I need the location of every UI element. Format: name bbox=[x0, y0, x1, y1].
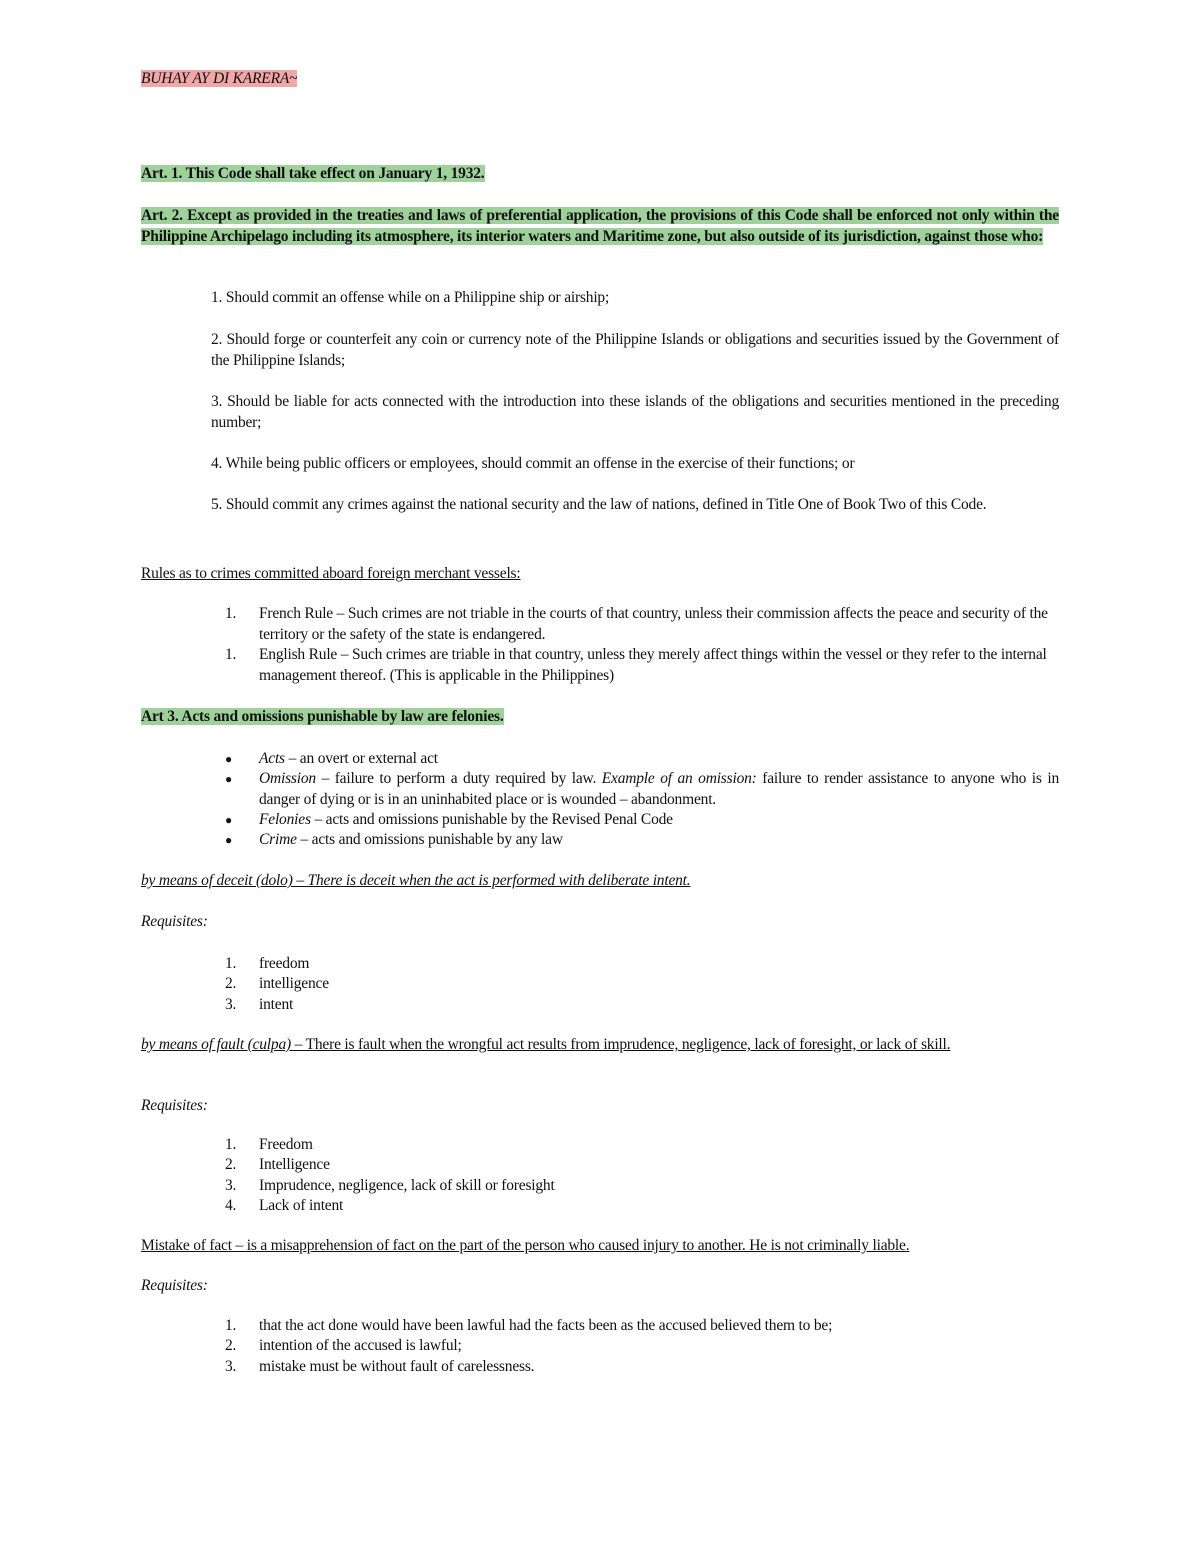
bullet-icon: ● bbox=[225, 752, 233, 766]
rules-heading: Rules as to crimes committed aboard foreign merchant vessels: bbox=[141, 565, 521, 582]
mistake-requisites-label: Requisites: bbox=[141, 1277, 208, 1294]
list-num: 3. bbox=[225, 1358, 237, 1375]
header-tag-text: BUHAY AY DI KARERA~ bbox=[141, 70, 298, 87]
culpa-heading-term: by means of fault (culpa) bbox=[141, 1036, 291, 1053]
dolo-heading: by means of deceit (dolo) – There is deceit when the act is performed with deliberate intent. bbox=[141, 872, 691, 889]
dolo-item: freedom bbox=[259, 955, 310, 972]
art2-item-2: 2. Should forge or counterfeit any coin or currency note of the Philippine Islands or obligations and securities issued by the Government of the Philippine Islands; bbox=[211, 331, 1059, 369]
dolo-item: intent bbox=[259, 996, 294, 1013]
culpa-item: Freedom bbox=[259, 1136, 313, 1153]
list-num: 1. bbox=[225, 1136, 237, 1153]
list-num: 1. bbox=[225, 955, 237, 972]
bullet-crime-rest: – acts and omissions punishable by any law bbox=[296, 831, 563, 848]
bullet-felonies bbox=[259, 810, 1059, 831]
culpa-heading bbox=[141, 1035, 1059, 1056]
list-num: 1. bbox=[225, 1317, 237, 1334]
mistake-item: intention of the accused is lawful; bbox=[259, 1337, 462, 1354]
art2-item-4: 4. While being public officers or employees, should commit an offense in the exercise of their functions; or bbox=[211, 455, 855, 472]
bullet-icon: ● bbox=[225, 772, 233, 786]
art2-item-1: 1. Should commit an offense while on a Philippine ship or airship; bbox=[211, 289, 610, 306]
dolo-requisites-label: Requisites: bbox=[141, 913, 208, 930]
culpa-heading-rest: – There is fault when the wrongful act results from imprudence, negligence, lack of foresight, or lack of skill. bbox=[290, 1036, 951, 1053]
list-num: 4. bbox=[225, 1197, 237, 1214]
bullet-omission-example: Example of an omission: bbox=[601, 770, 757, 787]
header-tag bbox=[141, 69, 297, 90]
list-num: 2. bbox=[225, 975, 237, 992]
dolo-item: intelligence bbox=[259, 975, 329, 992]
list-num: 3. bbox=[225, 1177, 237, 1194]
rules-item-1: French Rule – Such crimes are not triable in the courts of that country, unless their commission affects the peace and security of the territory or the safety of the state is endangered. bbox=[259, 605, 1048, 643]
culpa-item: Intelligence bbox=[259, 1156, 330, 1173]
bullet-icon: ● bbox=[225, 833, 233, 847]
art1-heading bbox=[141, 164, 485, 185]
list-num: 2. bbox=[225, 1337, 237, 1354]
mistake-item: that the act done would have been lawful had the facts been as the accused believed them to be; bbox=[259, 1317, 833, 1334]
mistake-item: mistake must be without fault of carelessness. bbox=[259, 1358, 535, 1375]
bullet-felonies-rest: – acts and omissions punishable by the Revised Penal Code bbox=[310, 811, 673, 828]
bullet-crime bbox=[259, 830, 1059, 851]
bullet-icon: ● bbox=[225, 813, 233, 827]
bullet-crime-term: Crime bbox=[259, 831, 297, 848]
art2-item-3: 3. Should be liable for acts connected with the introduction into these islands of the obligations and securities mentioned in the preceding number; bbox=[211, 393, 1059, 431]
list-num: 2. bbox=[225, 1156, 237, 1173]
art2-text: Art. 2. Except as provided in the treaties and laws of preferential application, the provisions of this Code shall be enforced not only within the Philippine Archipelago including its atmosphere, its interior waters and Maritime zone, but also outside of its jurisdiction, against those who: bbox=[141, 207, 1059, 245]
list-num: 3. bbox=[225, 996, 237, 1013]
bullet-acts-rest: – an overt or external act bbox=[284, 750, 438, 767]
bullet-omission-rest2: failure to render assistance to anyone who is in danger of dying or is in an uninhabited place or is wounded – abandonment. bbox=[259, 770, 1060, 808]
rules-item-2-num: 1. bbox=[225, 646, 237, 663]
mistake-heading: Mistake of fact – is a misapprehension of fact on the part of the person who caused injury to another. He is not criminally liable. bbox=[141, 1237, 910, 1254]
art3-heading bbox=[141, 707, 504, 728]
art2-heading bbox=[141, 206, 1059, 247]
bullet-omission-rest: – failure to perform a duty required by law. bbox=[315, 770, 602, 787]
bullet-omission bbox=[259, 769, 1059, 810]
bullet-omission-term: Omission bbox=[259, 770, 316, 787]
art1-text: Art. 1. This Code shall take effect on January 1, 1932. bbox=[141, 165, 485, 182]
culpa-requisites-label: Requisites: bbox=[141, 1097, 208, 1114]
rules-item-1-num: 1. bbox=[225, 605, 237, 622]
bullet-acts bbox=[259, 749, 1059, 770]
art2-item-5: 5. Should commit any crimes against the national security and the law of nations, defined in Title One of Book Two of this Code. bbox=[211, 496, 987, 513]
art3-text: Art 3. Acts and omissions punishable by law are felonies. bbox=[141, 708, 504, 725]
culpa-item: Imprudence, negligence, lack of skill or foresight bbox=[259, 1177, 555, 1194]
culpa-item: Lack of intent bbox=[259, 1197, 344, 1214]
bullet-acts-term: Acts bbox=[259, 750, 285, 767]
bullet-felonies-term: Felonies bbox=[259, 811, 311, 828]
rules-item-2: English Rule – Such crimes are triable in that country, unless they merely affect things within the vessel or they refer to the internal management thereof. (This is applicable in the Philippines) bbox=[259, 646, 1047, 684]
